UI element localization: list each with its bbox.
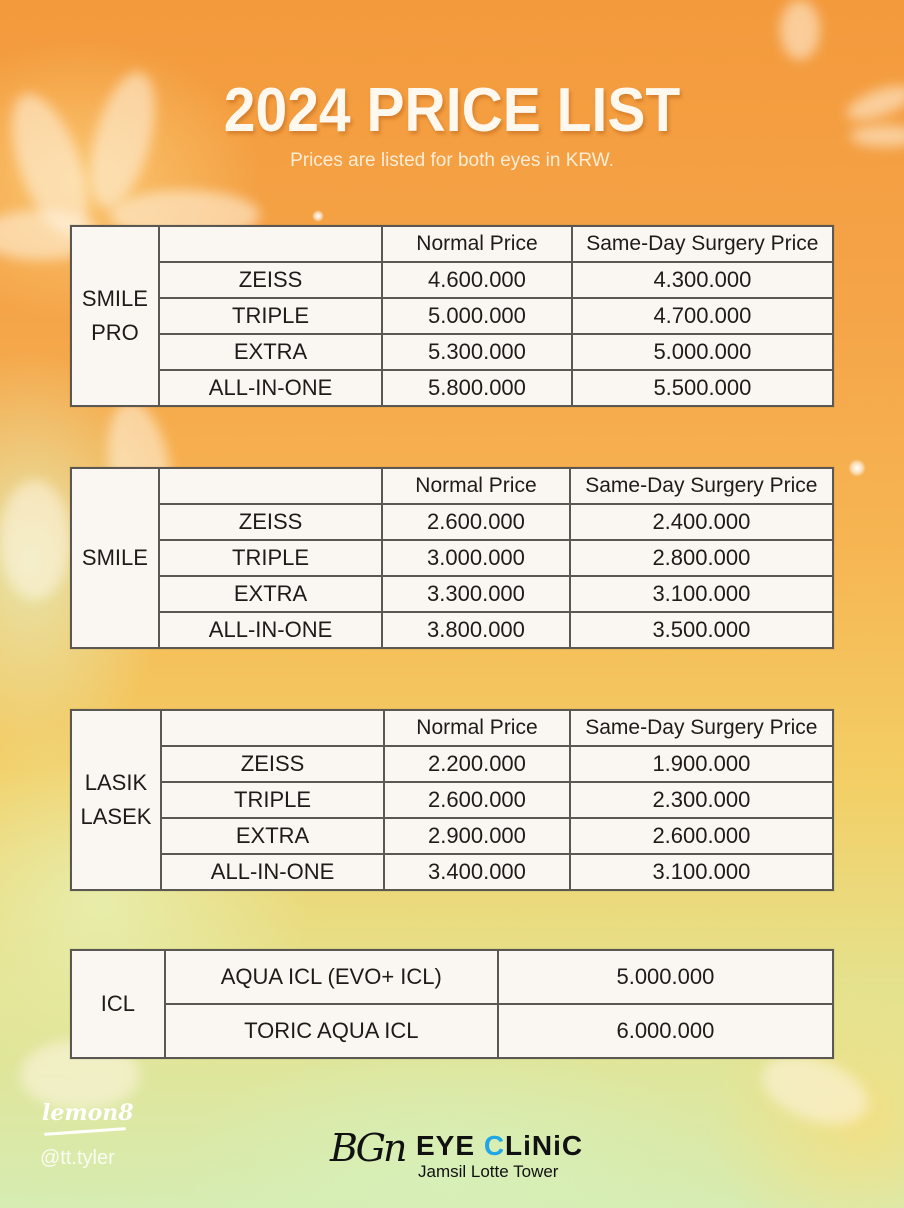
logo-location: Jamsil Lotte Tower xyxy=(418,1162,559,1181)
price-table-smile-pro xyxy=(70,225,834,407)
option-cell: EXTRA xyxy=(159,334,382,370)
logo-monogram: BGn xyxy=(330,1126,405,1170)
sparkle-decoration xyxy=(848,459,866,477)
normal-price-cell: 3.800.000 xyxy=(382,612,570,648)
price-table-smile xyxy=(70,467,834,649)
table-row xyxy=(71,370,833,406)
option-cell: ZEISS xyxy=(161,746,384,782)
column-header-same-day: Same-Day Surgery Price xyxy=(572,226,833,262)
price-cell: 5.000.000 xyxy=(498,950,833,1004)
lemon8-watermark-logo: lemon8 xyxy=(42,1100,134,1126)
lemon8-underline-icon xyxy=(44,1127,126,1136)
normal-price-cell: 3.000.000 xyxy=(382,540,570,576)
option-cell: EXTRA xyxy=(161,818,384,854)
normal-price-cell: 5.000.000 xyxy=(382,298,572,334)
table-row xyxy=(71,1004,833,1058)
table-row xyxy=(71,782,833,818)
sparkle-decoration xyxy=(312,210,324,222)
same-day-price-cell: 5.500.000 xyxy=(572,370,833,406)
group-label: ICL xyxy=(71,950,165,1058)
same-day-price-cell: 4.300.000 xyxy=(572,262,833,298)
option-cell: TRIPLE xyxy=(159,298,382,334)
normal-price-cell: 5.300.000 xyxy=(382,334,572,370)
same-day-price-cell: 4.700.000 xyxy=(572,298,833,334)
option-cell: ALL-IN-ONE xyxy=(159,370,382,406)
normal-price-cell: 2.200.000 xyxy=(384,746,570,782)
table-header-row xyxy=(71,226,833,262)
price-table-icl xyxy=(70,949,834,1059)
empty-header-cell xyxy=(161,710,384,746)
empty-header-cell xyxy=(159,226,382,262)
normal-price-cell: 5.800.000 xyxy=(382,370,572,406)
price-table-lasik-lasek xyxy=(70,709,834,891)
table-row xyxy=(71,854,833,890)
option-cell: TORIC AQUA ICL xyxy=(165,1004,498,1058)
option-cell: ALL-IN-ONE xyxy=(159,612,382,648)
same-day-price-cell: 5.000.000 xyxy=(572,334,833,370)
flower-petal-decoration xyxy=(0,480,70,600)
table-row xyxy=(71,262,833,298)
same-day-price-cell: 2.600.000 xyxy=(570,818,833,854)
column-header-same-day: Same-Day Surgery Price xyxy=(570,468,833,504)
option-cell: EXTRA xyxy=(159,576,382,612)
page-title: 2024 PRICE LIST xyxy=(223,76,681,145)
table-row xyxy=(71,818,833,854)
logo-clinic-name: EYE CLiNiC xyxy=(416,1130,584,1161)
empty-header-cell xyxy=(159,468,382,504)
table-row xyxy=(71,950,833,1004)
header xyxy=(0,78,904,172)
author-handle: @tt.tyler xyxy=(40,1147,115,1169)
price-cell: 6.000.000 xyxy=(498,1004,833,1058)
group-label: SMILE PRO xyxy=(71,226,159,406)
column-header-normal: Normal Price xyxy=(382,226,572,262)
option-cell: ZEISS xyxy=(159,504,382,540)
normal-price-cell: 3.400.000 xyxy=(384,854,570,890)
same-day-price-cell: 2.800.000 xyxy=(570,540,833,576)
option-cell: ZEISS xyxy=(159,262,382,298)
column-header-normal: Normal Price xyxy=(384,710,570,746)
normal-price-cell: 2.900.000 xyxy=(384,818,570,854)
same-day-price-cell: 2.400.000 xyxy=(570,504,833,540)
page-subtitle: Prices are listed for both eyes in KRW. xyxy=(290,150,614,171)
column-header-normal: Normal Price xyxy=(382,468,570,504)
option-cell: AQUA ICL (EVO+ ICL) xyxy=(165,950,498,1004)
table-row xyxy=(71,504,833,540)
table-header-row xyxy=(71,468,833,504)
flower-petal-decoration xyxy=(780,0,820,60)
table-header-row xyxy=(71,710,833,746)
same-day-price-cell: 1.900.000 xyxy=(570,746,833,782)
normal-price-cell: 3.300.000 xyxy=(382,576,570,612)
option-cell: TRIPLE xyxy=(161,782,384,818)
same-day-price-cell: 3.500.000 xyxy=(570,612,833,648)
group-label: SMILE xyxy=(71,468,159,648)
same-day-price-cell: 3.100.000 xyxy=(570,576,833,612)
option-cell: TRIPLE xyxy=(159,540,382,576)
group-label: LASIK LASEK xyxy=(71,710,161,890)
table-row xyxy=(71,334,833,370)
table-row xyxy=(71,612,833,648)
table-row xyxy=(71,298,833,334)
column-header-same-day: Same-Day Surgery Price xyxy=(570,710,833,746)
same-day-price-cell: 2.300.000 xyxy=(570,782,833,818)
table-row xyxy=(71,540,833,576)
normal-price-cell: 2.600.000 xyxy=(384,782,570,818)
table-row xyxy=(71,576,833,612)
same-day-price-cell: 3.100.000 xyxy=(570,854,833,890)
table-row xyxy=(71,746,833,782)
normal-price-cell: 2.600.000 xyxy=(382,504,570,540)
option-cell: ALL-IN-ONE xyxy=(161,854,384,890)
normal-price-cell: 4.600.000 xyxy=(382,262,572,298)
